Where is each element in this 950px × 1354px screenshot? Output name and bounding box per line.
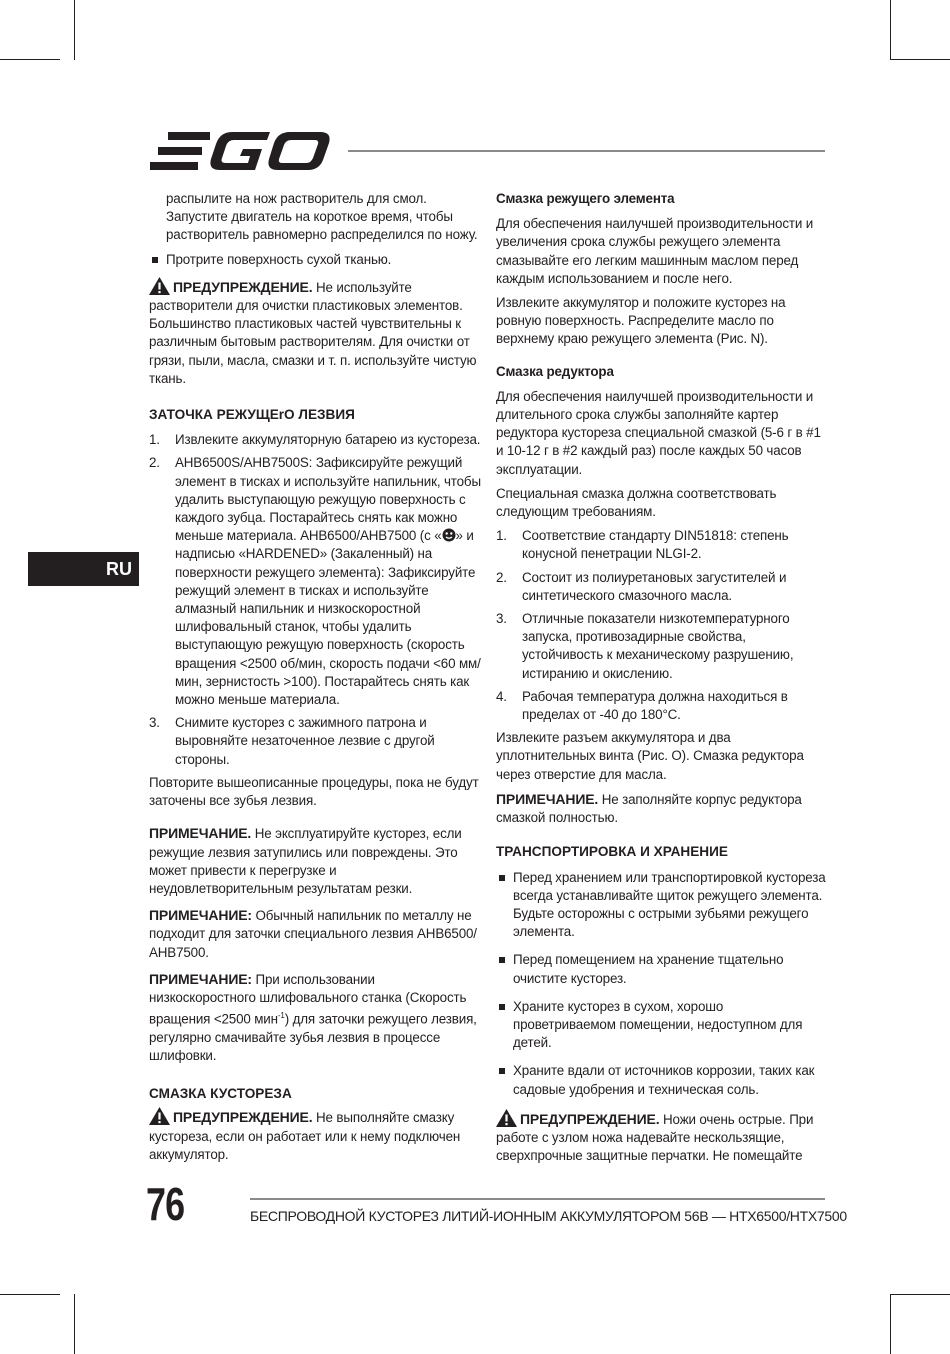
bullet-item (496, 869, 826, 942)
requirement-item (496, 688, 826, 724)
item-number: 2. (496, 569, 507, 585)
step-text: Извлеките аккумуляторную батарею из кустореза. (175, 432, 481, 448)
warning-triangle-icon (149, 1107, 170, 1125)
right-column (496, 190, 826, 1171)
bullet-text: Протрите поверхность сухой тканью. (166, 251, 392, 267)
bullet-square-icon (499, 957, 505, 963)
bullet-square-icon (152, 257, 158, 263)
crop-mark (74, 1294, 75, 1354)
item-number: 3. (496, 611, 507, 627)
warning-label: ПРЕДУПРЕЖДЕНИЕ. (173, 278, 313, 295)
step-text: AHB6500S/AHB7500S: Зафиксируйте режущий элемент в тисках и используйте напильник, чтобы удалить выступающую режущую поверхность с каждого зубца. Постарайтесь снять как можно меньше материала. AHB6500/AHB7500 (с « (175, 455, 481, 544)
bullet-item (149, 251, 481, 269)
footer-title: БЕСПРОВОДНОЙ КУСТОРЕЗ ЛИТИЙ-ИОННЫМ АККУМУЛЯТОРОМ 56В — HTX6500/HTX7500 (250, 1208, 847, 1224)
warning-triangle-icon (149, 277, 170, 295)
bullet-item (496, 951, 826, 987)
footer-rule (250, 1198, 825, 1200)
warning-block (149, 277, 481, 388)
item-number: 4. (496, 688, 507, 704)
crop-mark (890, 1294, 950, 1295)
note-label: ПРИМЕЧАНИЕ: (149, 907, 252, 924)
note-text: Не заполняйте корпус редуктора смазкой полностью. (496, 791, 802, 826)
bullet-square-icon (499, 875, 505, 881)
crop-mark (74, 0, 75, 60)
bullet-text: Перед помещением на хранение тщательно очистите кусторез. (513, 952, 784, 986)
warning-triangle-icon (496, 1109, 517, 1127)
item-number: 1. (496, 528, 507, 544)
page-number: 76 (146, 1178, 185, 1230)
paragraph: Специальная смазка должна соответствовать следующим требованиям. (496, 485, 777, 520)
hardened-symbol-icon (442, 528, 456, 542)
subheading-cutter-lubrication: Смазка режущего элемента (496, 191, 675, 206)
language-tab: RU (28, 552, 139, 586)
note-block (496, 790, 826, 827)
numbered-step (149, 454, 481, 709)
superscript: -1 (277, 1011, 285, 1021)
note-block (149, 824, 481, 898)
warning-block (149, 1107, 481, 1164)
note-text: При использовании низкоскоростного шлифовального станка (Скорость вращения <2500 мин (149, 971, 467, 1027)
bullet-square-icon (499, 1004, 505, 1010)
step-number: 2. (149, 455, 160, 471)
note-label: ПРИМЕЧАНИЕ. (496, 790, 599, 807)
step-number: 1. (149, 432, 160, 448)
bullet-item (496, 998, 826, 1053)
numbered-step (149, 431, 481, 449)
item-text: Соответствие стандарту DIN51818: степень конусной пенетрации NLGI-2. (522, 528, 789, 562)
item-text: Отличные показатели низкотемпературного запуска, противозадирные свойства, устойчивость к механическому разрушению, истиранию и окислению. (522, 611, 794, 681)
paragraph: Извлеките аккумулятор и положите кусторез на ровную поверхность. Распределите масло по верхнему краю режущего элемента (Рис. N). (496, 295, 786, 347)
note-label: ПРИМЕЧАНИЕ. (149, 825, 252, 842)
item-text: Рабочая температура должна находиться в пределах от -40 до 180°C. (522, 688, 788, 723)
warning-text: Ножи очень острые. При работе с узлом ножа надевайте нескользящие, сверхпрочные защитные перчатки. Не помещайте (496, 1111, 814, 1164)
warning-label: ПРЕДУПРЕЖДЕНИЕ. (173, 1109, 313, 1126)
bullet-text: Перед хранением или транспортировкой кустореза всегда устанавливайте щиток режущего элемента. Будьте осторожны с острыми зубьями режущего элемента. (513, 869, 826, 940)
warning-label: ПРЕДУПРЕЖДЕНИЕ. (520, 1110, 660, 1127)
warning-block (496, 1109, 826, 1166)
note-block (149, 970, 481, 1065)
note-label: ПРИМЕЧАНИЕ: (149, 970, 252, 987)
step-text: Снимите кусторез с зажимного патрона и выровняйте незаточенное лезвие с другой стороны. (175, 715, 435, 767)
note-block (149, 906, 481, 962)
crop-mark (0, 1294, 60, 1295)
bullet-text: Храните кусторез в сухом, хорошо проветриваемом помещении, недоступном для детей. (513, 998, 803, 1051)
note-text-continued: ) для заточки режущего лезвия, регулярно смачивайте зубья лезвия в процессе шлифовки. (149, 1011, 477, 1063)
ego-logo (148, 130, 332, 172)
paragraph: Для обеспечения наилучшей производительности и увеличения срока службы режущего элемента смазывайте его легким машинным маслом перед каждым использованием и после него. (496, 216, 814, 286)
bullet-square-icon (499, 1068, 505, 1074)
paragraph: Извлеките разъем аккумулятора и два уплотнительных винта (Рис. O). Смазка редуктора через отверстие для масла. (496, 730, 804, 782)
repeat-instruction: Повторите вышеописанные процедуры, пока не будут заточены все зубья лезвия. (149, 774, 479, 809)
subheading-gear-lubrication: Смазка редуктора (496, 363, 614, 379)
warning-text: Не используйте растворители для очистки пластиковых элементов. Большинство пластиковых частей чувствительны к различным бытовым растворителям. Для очистки от грязи, пыли, масла, смазки и т. п. используйте чистую ткань. (149, 279, 477, 386)
step-text-continued: » и надписью «HARDENED» (Закаленный) на поверхности режущего элемента): Зафиксируйте режущий элемент в тисках и используйте алмазный напильник и низкоскоростной шлифовальный станок, чтобы удалить выступающую режущую поверхность (скорость вращения <2500 об/мин, скорость подачи <60 мм/мин, зернистость >100). Постарайтесь снять как можно меньше материала. (175, 528, 481, 708)
step-number: 3. (149, 715, 160, 731)
requirement-item (496, 569, 826, 605)
item-text: Состоит из полиуретановых загустителей и синтетического смазочного масла. (522, 569, 787, 603)
paragraph: Для обеспечения наилучшей производительности и длительного срока службы заполняйте картер редуктора кустореза специальной смазкой (5-6 г в #1 и 10-12 г в #2 каждый раз) после каждых 50 часов эксплуатации. (496, 388, 821, 477)
numbered-step (149, 714, 481, 769)
note-text: Обычный напильник по металлу не подходит для заточки специального лезвия AHB6500/ AHB7500. (149, 908, 477, 960)
crop-mark (0, 59, 60, 60)
requirement-item (496, 527, 826, 563)
crop-mark (890, 59, 950, 60)
section-heading-transport-storage: ТРАНСПОРТИРОВКА И ХРАНЕНИЕ (496, 844, 728, 860)
requirement-item (496, 610, 826, 683)
intro-text: распылите на нож растворитель для смол. Запустите двигатель на короткое время, чтобы растворитель равномерно распределился по ножу. (166, 191, 478, 243)
section-heading-sharpening: ЗАТОЧКА РЕЖУЩЕrО ЛЕЗВИЯ (149, 407, 355, 423)
left-column (149, 190, 481, 1170)
crop-mark (890, 1294, 891, 1354)
bullet-item (496, 1062, 826, 1098)
crop-mark (890, 0, 891, 60)
section-heading-lubrication: СМАЗКА КУСТОРЕЗА (149, 1086, 292, 1102)
bullet-text: Храните вдали от источников коррозии, таких как садовые удобрения и техническая соль. (513, 1063, 815, 1097)
header-rule (348, 150, 825, 152)
warning-text: Не выполняйте смазку кустореза, если он работает или к нему подключен аккумулятор. (149, 1110, 461, 1162)
note-text: Не эксплуатируйте кусторез, если режущие лезвия затупились или повреждены. Это может привести к перегрузке и неудовлетворительным результатам резки. (149, 826, 462, 896)
